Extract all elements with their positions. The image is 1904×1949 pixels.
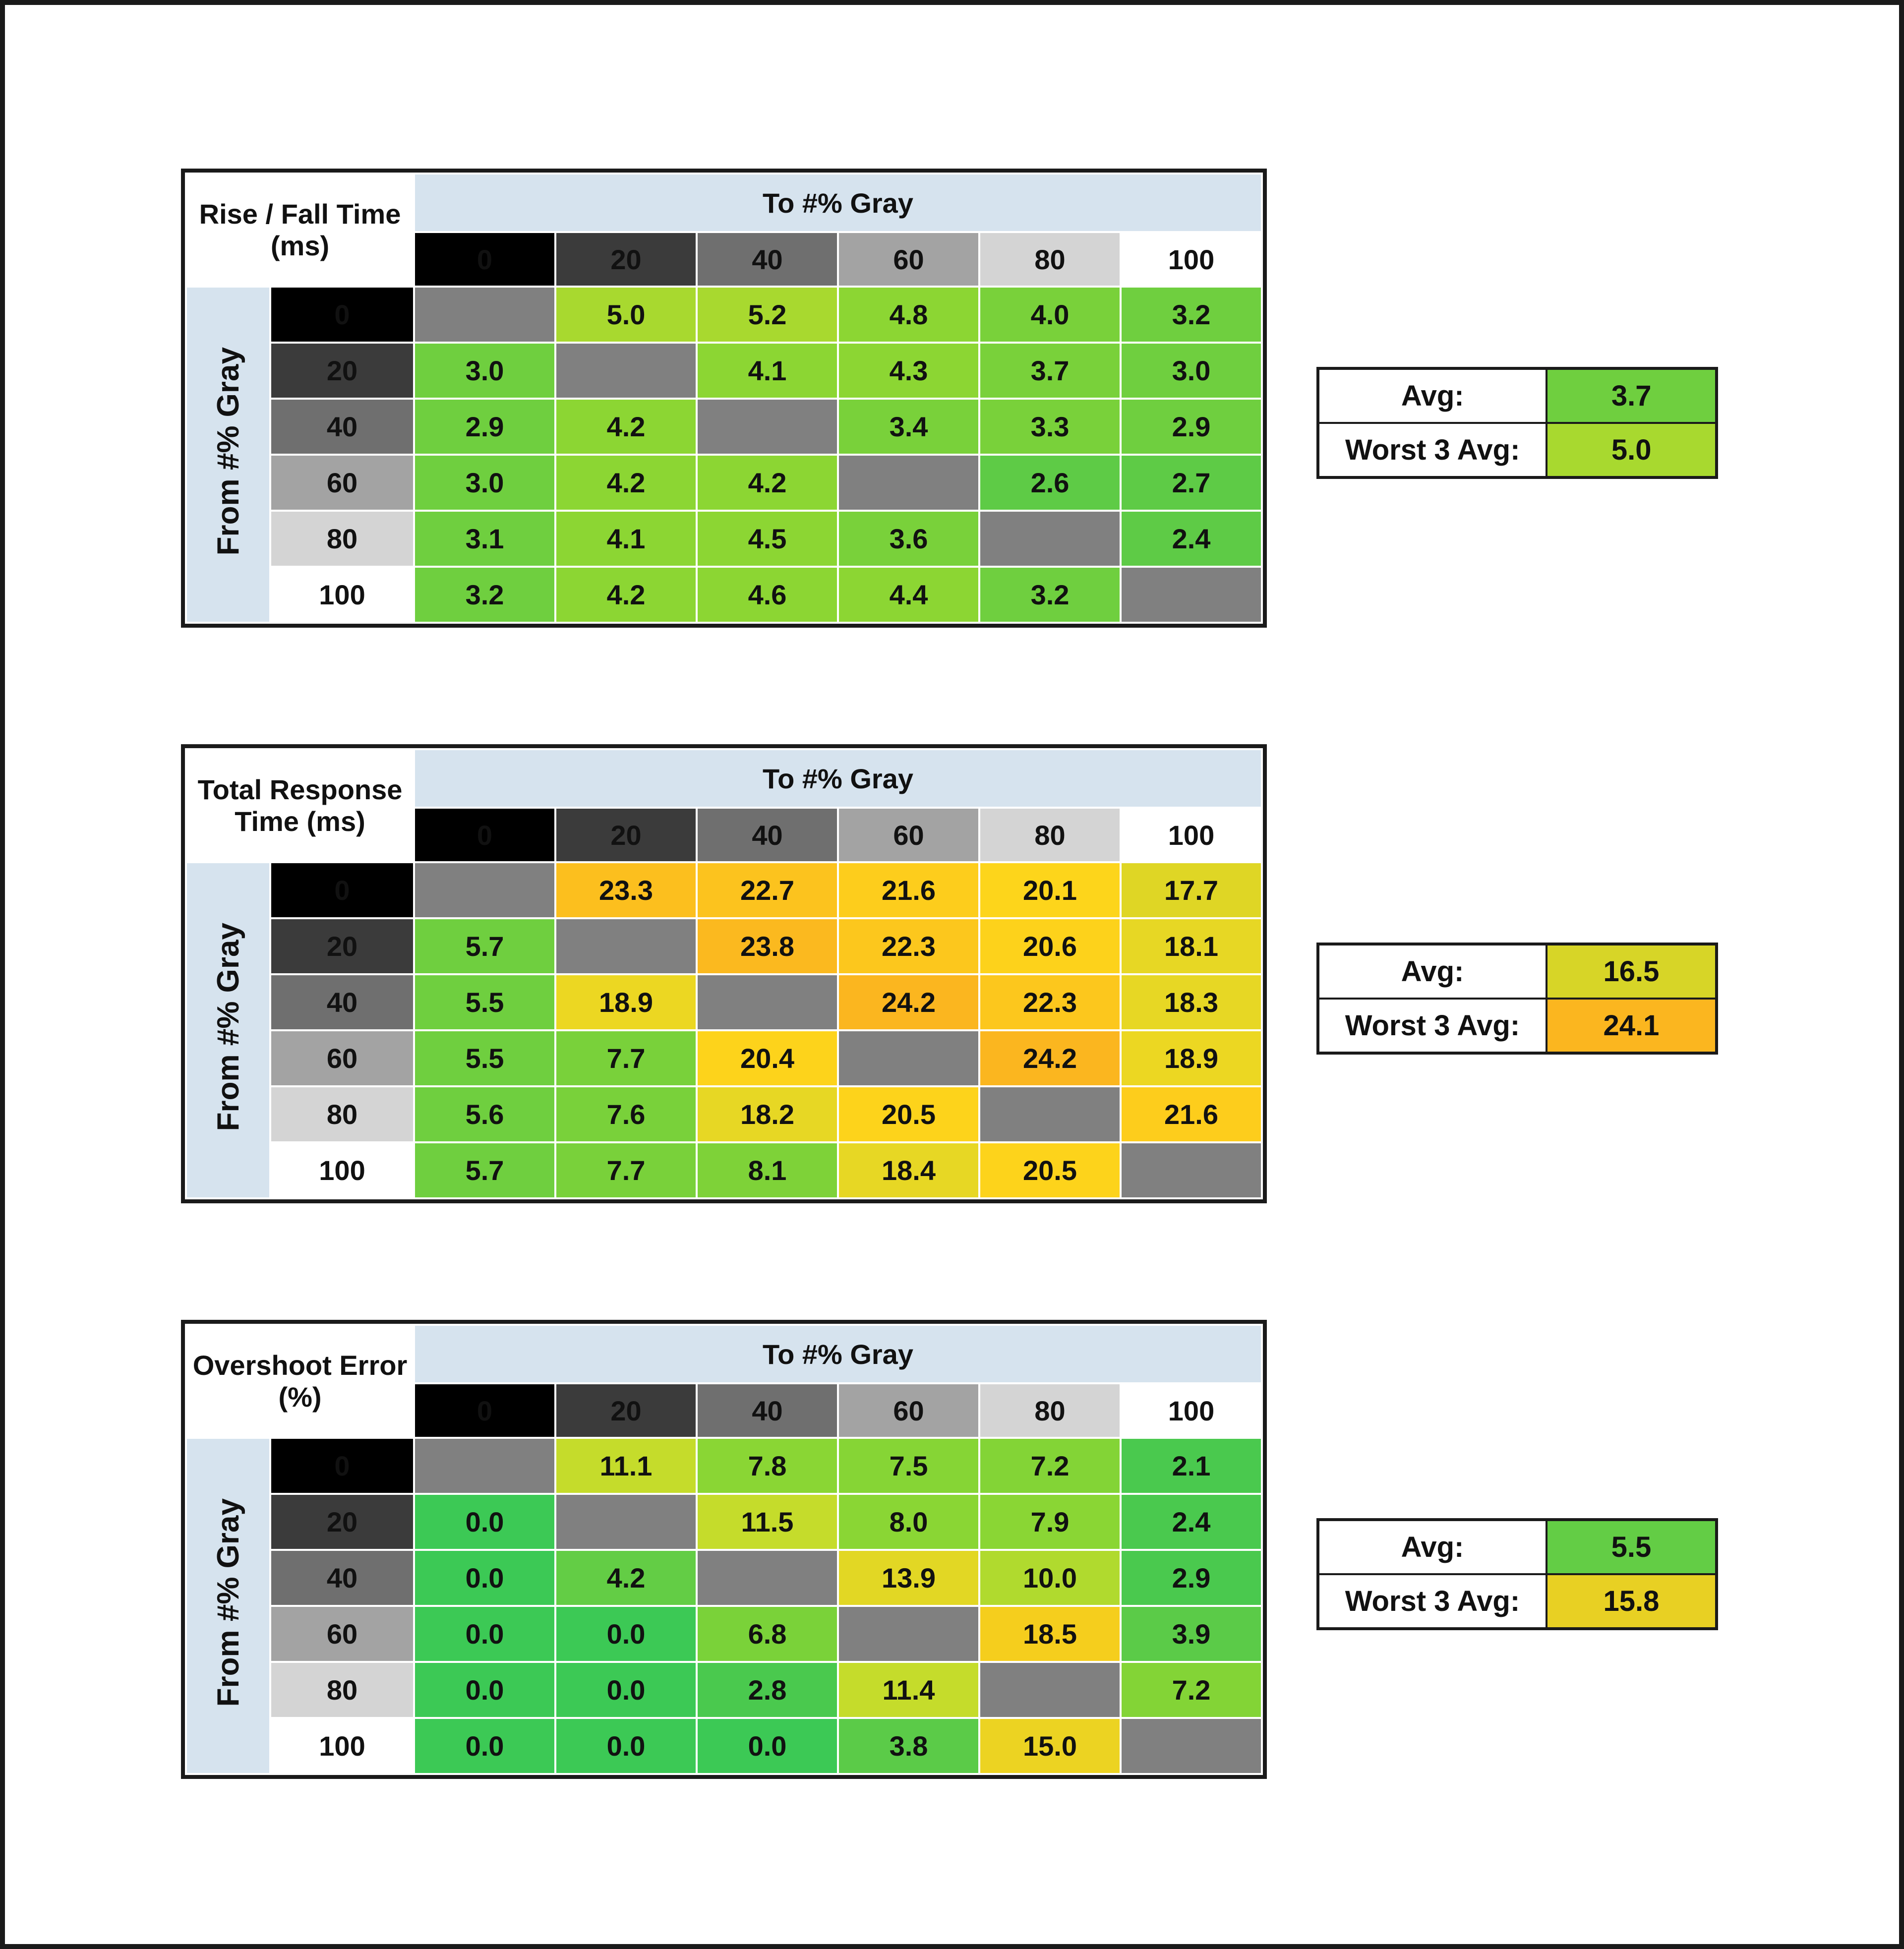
cell-value: 20.5 bbox=[838, 1086, 979, 1142]
col-header-80: 80 bbox=[979, 232, 1121, 287]
matrix-header-row-title bbox=[186, 749, 1262, 808]
matrix-header-row-title bbox=[186, 1325, 1262, 1383]
summary-table-rise-fall bbox=[1316, 367, 1718, 479]
cell-value: 4.1 bbox=[555, 511, 697, 567]
row-header-80: 80 bbox=[270, 1086, 414, 1142]
side-axis-label-2: From #% Gray bbox=[186, 862, 270, 1198]
row-header-60: 60 bbox=[270, 1606, 414, 1662]
table-row bbox=[186, 1662, 1262, 1718]
cell-value: 0.0 bbox=[555, 1606, 697, 1662]
cell-value: 8.0 bbox=[838, 1494, 979, 1550]
table-row bbox=[186, 1494, 1262, 1550]
cell-value: 22.7 bbox=[697, 862, 838, 918]
summary-row-worst bbox=[1318, 999, 1717, 1053]
summary-worst-value: 15.8 bbox=[1547, 1574, 1717, 1629]
table-row bbox=[186, 974, 1262, 1030]
col-header-40: 40 bbox=[697, 232, 838, 287]
cell-value: 18.4 bbox=[838, 1142, 979, 1198]
table-row bbox=[186, 511, 1262, 567]
matrix-table-rise-fall bbox=[185, 173, 1263, 624]
cell-value: 5.0 bbox=[555, 287, 697, 343]
col-header-80: 80 bbox=[979, 808, 1121, 862]
col-header-100: 100 bbox=[1121, 808, 1262, 862]
cell-value: 3.2 bbox=[414, 567, 555, 623]
cell-value: 13.9 bbox=[838, 1550, 979, 1606]
col-header-60: 60 bbox=[838, 232, 979, 287]
cell-value: 3.8 bbox=[838, 1718, 979, 1774]
col-header-0: 0 bbox=[414, 1383, 555, 1438]
cell-value: 2.9 bbox=[1121, 399, 1262, 455]
row-header-100: 100 bbox=[270, 1718, 414, 1774]
summary-worst-value: 24.1 bbox=[1547, 999, 1717, 1053]
row-header-40: 40 bbox=[270, 399, 414, 455]
row-header-20: 20 bbox=[270, 918, 414, 974]
heatmap-tables-container bbox=[181, 169, 1718, 1895]
summary-row-worst bbox=[1318, 423, 1717, 477]
col-header-20: 20 bbox=[555, 1383, 697, 1438]
cell-diagonal bbox=[1121, 1718, 1262, 1774]
cell-value: 4.6 bbox=[697, 567, 838, 623]
cell-value: 5.2 bbox=[697, 287, 838, 343]
cell-value: 3.0 bbox=[414, 343, 555, 399]
cell-value: 18.1 bbox=[1121, 918, 1262, 974]
cell-value: 2.6 bbox=[979, 455, 1121, 511]
cell-value: 11.4 bbox=[838, 1662, 979, 1718]
cell-value: 7.7 bbox=[555, 1142, 697, 1198]
cell-value: 0.0 bbox=[414, 1662, 555, 1718]
cell-value: 4.2 bbox=[555, 567, 697, 623]
col-header-20: 20 bbox=[555, 808, 697, 862]
cell-diagonal bbox=[555, 1494, 697, 1550]
cell-value: 8.1 bbox=[697, 1142, 838, 1198]
cell-diagonal bbox=[979, 511, 1121, 567]
cell-diagonal bbox=[414, 287, 555, 343]
cell-value: 18.9 bbox=[555, 974, 697, 1030]
matrix-table-overshoot bbox=[185, 1324, 1263, 1775]
top-axis-label-1: To #% Gray bbox=[414, 174, 1262, 232]
cell-value: 3.4 bbox=[838, 399, 979, 455]
col-header-40: 40 bbox=[697, 808, 838, 862]
cell-value: 2.1 bbox=[1121, 1438, 1262, 1494]
cell-value: 0.0 bbox=[414, 1494, 555, 1550]
cell-value: 7.6 bbox=[555, 1086, 697, 1142]
summary-row-avg bbox=[1318, 368, 1717, 423]
summary-avg-label: Avg: bbox=[1318, 944, 1547, 999]
cell-value: 3.9 bbox=[1121, 1606, 1262, 1662]
summary-avg-value: 16.5 bbox=[1547, 944, 1717, 999]
side-axis-label-3: From #% Gray bbox=[186, 1438, 270, 1774]
cell-value: 20.5 bbox=[979, 1142, 1121, 1198]
cell-diagonal bbox=[555, 918, 697, 974]
cell-value: 5.5 bbox=[414, 1030, 555, 1086]
matrix-title-total-response: Total Response Time (ms) bbox=[186, 749, 414, 862]
cell-diagonal bbox=[697, 974, 838, 1030]
row-header-40: 40 bbox=[270, 974, 414, 1030]
cell-value: 18.2 bbox=[697, 1086, 838, 1142]
matrix-border-3 bbox=[181, 1320, 1267, 1779]
table-row bbox=[186, 862, 1262, 918]
row-header-20: 20 bbox=[270, 343, 414, 399]
summary-avg-label: Avg: bbox=[1318, 1520, 1547, 1574]
side-axis-label-1: From #% Gray bbox=[186, 287, 270, 623]
table-row bbox=[186, 399, 1262, 455]
table-row bbox=[186, 918, 1262, 974]
cell-value: 18.5 bbox=[979, 1606, 1121, 1662]
row-header-0: 0 bbox=[270, 287, 414, 343]
col-header-100: 100 bbox=[1121, 232, 1262, 287]
cell-value: 3.0 bbox=[414, 455, 555, 511]
cell-value: 20.4 bbox=[697, 1030, 838, 1086]
cell-value: 18.3 bbox=[1121, 974, 1262, 1030]
cell-value: 20.1 bbox=[979, 862, 1121, 918]
cell-value: 7.7 bbox=[555, 1030, 697, 1086]
summary-worst-label: Worst 3 Avg: bbox=[1318, 1574, 1547, 1629]
summary-row-avg bbox=[1318, 1520, 1717, 1574]
cell-value: 3.2 bbox=[979, 567, 1121, 623]
cell-diagonal bbox=[1121, 1142, 1262, 1198]
cell-value: 0.0 bbox=[414, 1718, 555, 1774]
matrix-table-total-response bbox=[185, 748, 1263, 1199]
top-axis-label-3: To #% Gray bbox=[414, 1325, 1262, 1383]
table-row bbox=[186, 1142, 1262, 1198]
col-header-60: 60 bbox=[838, 1383, 979, 1438]
cell-value: 4.5 bbox=[697, 511, 838, 567]
cell-value: 4.3 bbox=[838, 343, 979, 399]
col-header-20: 20 bbox=[555, 232, 697, 287]
cell-value: 22.3 bbox=[838, 918, 979, 974]
cell-value: 4.2 bbox=[555, 399, 697, 455]
col-header-40: 40 bbox=[697, 1383, 838, 1438]
cell-value: 20.6 bbox=[979, 918, 1121, 974]
summary-avg-value: 5.5 bbox=[1547, 1520, 1717, 1574]
cell-value: 7.2 bbox=[1121, 1662, 1262, 1718]
matrix-title-rise-fall: Rise / Fall Time (ms) bbox=[186, 174, 414, 287]
summary-worst-value: 5.0 bbox=[1547, 423, 1717, 477]
cell-value: 10.0 bbox=[979, 1550, 1121, 1606]
matrix-header-row-title bbox=[186, 174, 1262, 232]
table-row bbox=[186, 1086, 1262, 1142]
heatmap-block-overshoot bbox=[181, 1320, 1718, 1781]
cell-value: 0.0 bbox=[414, 1550, 555, 1606]
cell-value: 4.0 bbox=[979, 287, 1121, 343]
col-header-60: 60 bbox=[838, 808, 979, 862]
cell-value: 0.0 bbox=[555, 1662, 697, 1718]
cell-value: 2.4 bbox=[1121, 1494, 1262, 1550]
cell-value: 22.3 bbox=[979, 974, 1121, 1030]
row-header-100: 100 bbox=[270, 567, 414, 623]
cell-diagonal bbox=[697, 1550, 838, 1606]
cell-value: 24.2 bbox=[979, 1030, 1121, 1086]
cell-value: 5.5 bbox=[414, 974, 555, 1030]
summary-avg-value: 3.7 bbox=[1547, 368, 1717, 423]
cell-value: 15.0 bbox=[979, 1718, 1121, 1774]
summary-row-worst bbox=[1318, 1574, 1717, 1629]
matrix-border-2 bbox=[181, 744, 1267, 1203]
row-header-80: 80 bbox=[270, 511, 414, 567]
cell-value: 2.4 bbox=[1121, 511, 1262, 567]
cell-value: 23.3 bbox=[555, 862, 697, 918]
cell-value: 3.0 bbox=[1121, 343, 1262, 399]
cell-value: 3.7 bbox=[979, 343, 1121, 399]
table-row bbox=[186, 1606, 1262, 1662]
heatmap-block-total-response bbox=[181, 744, 1718, 1206]
cell-value: 2.9 bbox=[1121, 1550, 1262, 1606]
cell-value: 0.0 bbox=[697, 1718, 838, 1774]
cell-value: 4.4 bbox=[838, 567, 979, 623]
cell-diagonal bbox=[414, 862, 555, 918]
cell-value: 4.1 bbox=[697, 343, 838, 399]
cell-value: 6.8 bbox=[697, 1606, 838, 1662]
cell-diagonal bbox=[838, 1606, 979, 1662]
cell-value: 4.8 bbox=[838, 287, 979, 343]
matrix-title-overshoot: Overshoot Error (%) bbox=[186, 1325, 414, 1438]
cell-value: 2.8 bbox=[697, 1662, 838, 1718]
cell-value: 3.2 bbox=[1121, 287, 1262, 343]
summary-table-total-response bbox=[1316, 943, 1718, 1055]
cell-value: 0.0 bbox=[414, 1606, 555, 1662]
cell-diagonal bbox=[979, 1662, 1121, 1718]
cell-value: 3.6 bbox=[838, 511, 979, 567]
cell-diagonal bbox=[1121, 567, 1262, 623]
row-header-0: 0 bbox=[270, 862, 414, 918]
table-row bbox=[186, 1438, 1262, 1494]
cell-value: 7.8 bbox=[697, 1438, 838, 1494]
top-axis-label-2: To #% Gray bbox=[414, 749, 1262, 808]
row-header-0: 0 bbox=[270, 1438, 414, 1494]
row-header-40: 40 bbox=[270, 1550, 414, 1606]
row-header-20: 20 bbox=[270, 1494, 414, 1550]
cell-value: 21.6 bbox=[838, 862, 979, 918]
cell-value: 0.0 bbox=[555, 1718, 697, 1774]
cell-value: 4.2 bbox=[697, 455, 838, 511]
cell-value: 5.7 bbox=[414, 918, 555, 974]
cell-diagonal bbox=[414, 1438, 555, 1494]
cell-value: 11.1 bbox=[555, 1438, 697, 1494]
table-row bbox=[186, 1030, 1262, 1086]
cell-value: 7.5 bbox=[838, 1438, 979, 1494]
table-row bbox=[186, 567, 1262, 623]
summary-row-avg bbox=[1318, 944, 1717, 999]
row-header-100: 100 bbox=[270, 1142, 414, 1198]
col-header-80: 80 bbox=[979, 1383, 1121, 1438]
cell-value: 7.9 bbox=[979, 1494, 1121, 1550]
cell-value: 3.3 bbox=[979, 399, 1121, 455]
table-row bbox=[186, 343, 1262, 399]
col-header-0: 0 bbox=[414, 808, 555, 862]
cell-value: 17.7 bbox=[1121, 862, 1262, 918]
cell-diagonal bbox=[697, 399, 838, 455]
summary-avg-label: Avg: bbox=[1318, 368, 1547, 423]
cell-value: 3.1 bbox=[414, 511, 555, 567]
table-row bbox=[186, 287, 1262, 343]
cell-value: 23.8 bbox=[697, 918, 838, 974]
row-header-60: 60 bbox=[270, 1030, 414, 1086]
cell-diagonal bbox=[838, 1030, 979, 1086]
cell-value: 5.7 bbox=[414, 1142, 555, 1198]
cell-value: 4.2 bbox=[555, 1550, 697, 1606]
row-header-60: 60 bbox=[270, 455, 414, 511]
summary-worst-label: Worst 3 Avg: bbox=[1318, 999, 1547, 1053]
cell-value: 4.2 bbox=[555, 455, 697, 511]
cell-value: 18.9 bbox=[1121, 1030, 1262, 1086]
cell-diagonal bbox=[979, 1086, 1121, 1142]
cell-value: 5.6 bbox=[414, 1086, 555, 1142]
cell-value: 21.6 bbox=[1121, 1086, 1262, 1142]
col-header-0: 0 bbox=[414, 232, 555, 287]
table-row bbox=[186, 1718, 1262, 1774]
matrix-border-1 bbox=[181, 169, 1267, 628]
row-header-80: 80 bbox=[270, 1662, 414, 1718]
table-row bbox=[186, 1550, 1262, 1606]
col-header-100: 100 bbox=[1121, 1383, 1262, 1438]
cell-value: 24.2 bbox=[838, 974, 979, 1030]
cell-value: 11.5 bbox=[697, 1494, 838, 1550]
cell-value: 7.2 bbox=[979, 1438, 1121, 1494]
cell-value: 2.9 bbox=[414, 399, 555, 455]
heatmap-block-rise-fall bbox=[181, 169, 1718, 630]
cell-diagonal bbox=[555, 343, 697, 399]
summary-worst-label: Worst 3 Avg: bbox=[1318, 423, 1547, 477]
cell-diagonal bbox=[838, 455, 979, 511]
cell-value: 2.7 bbox=[1121, 455, 1262, 511]
table-row bbox=[186, 455, 1262, 511]
summary-table-overshoot bbox=[1316, 1518, 1718, 1630]
